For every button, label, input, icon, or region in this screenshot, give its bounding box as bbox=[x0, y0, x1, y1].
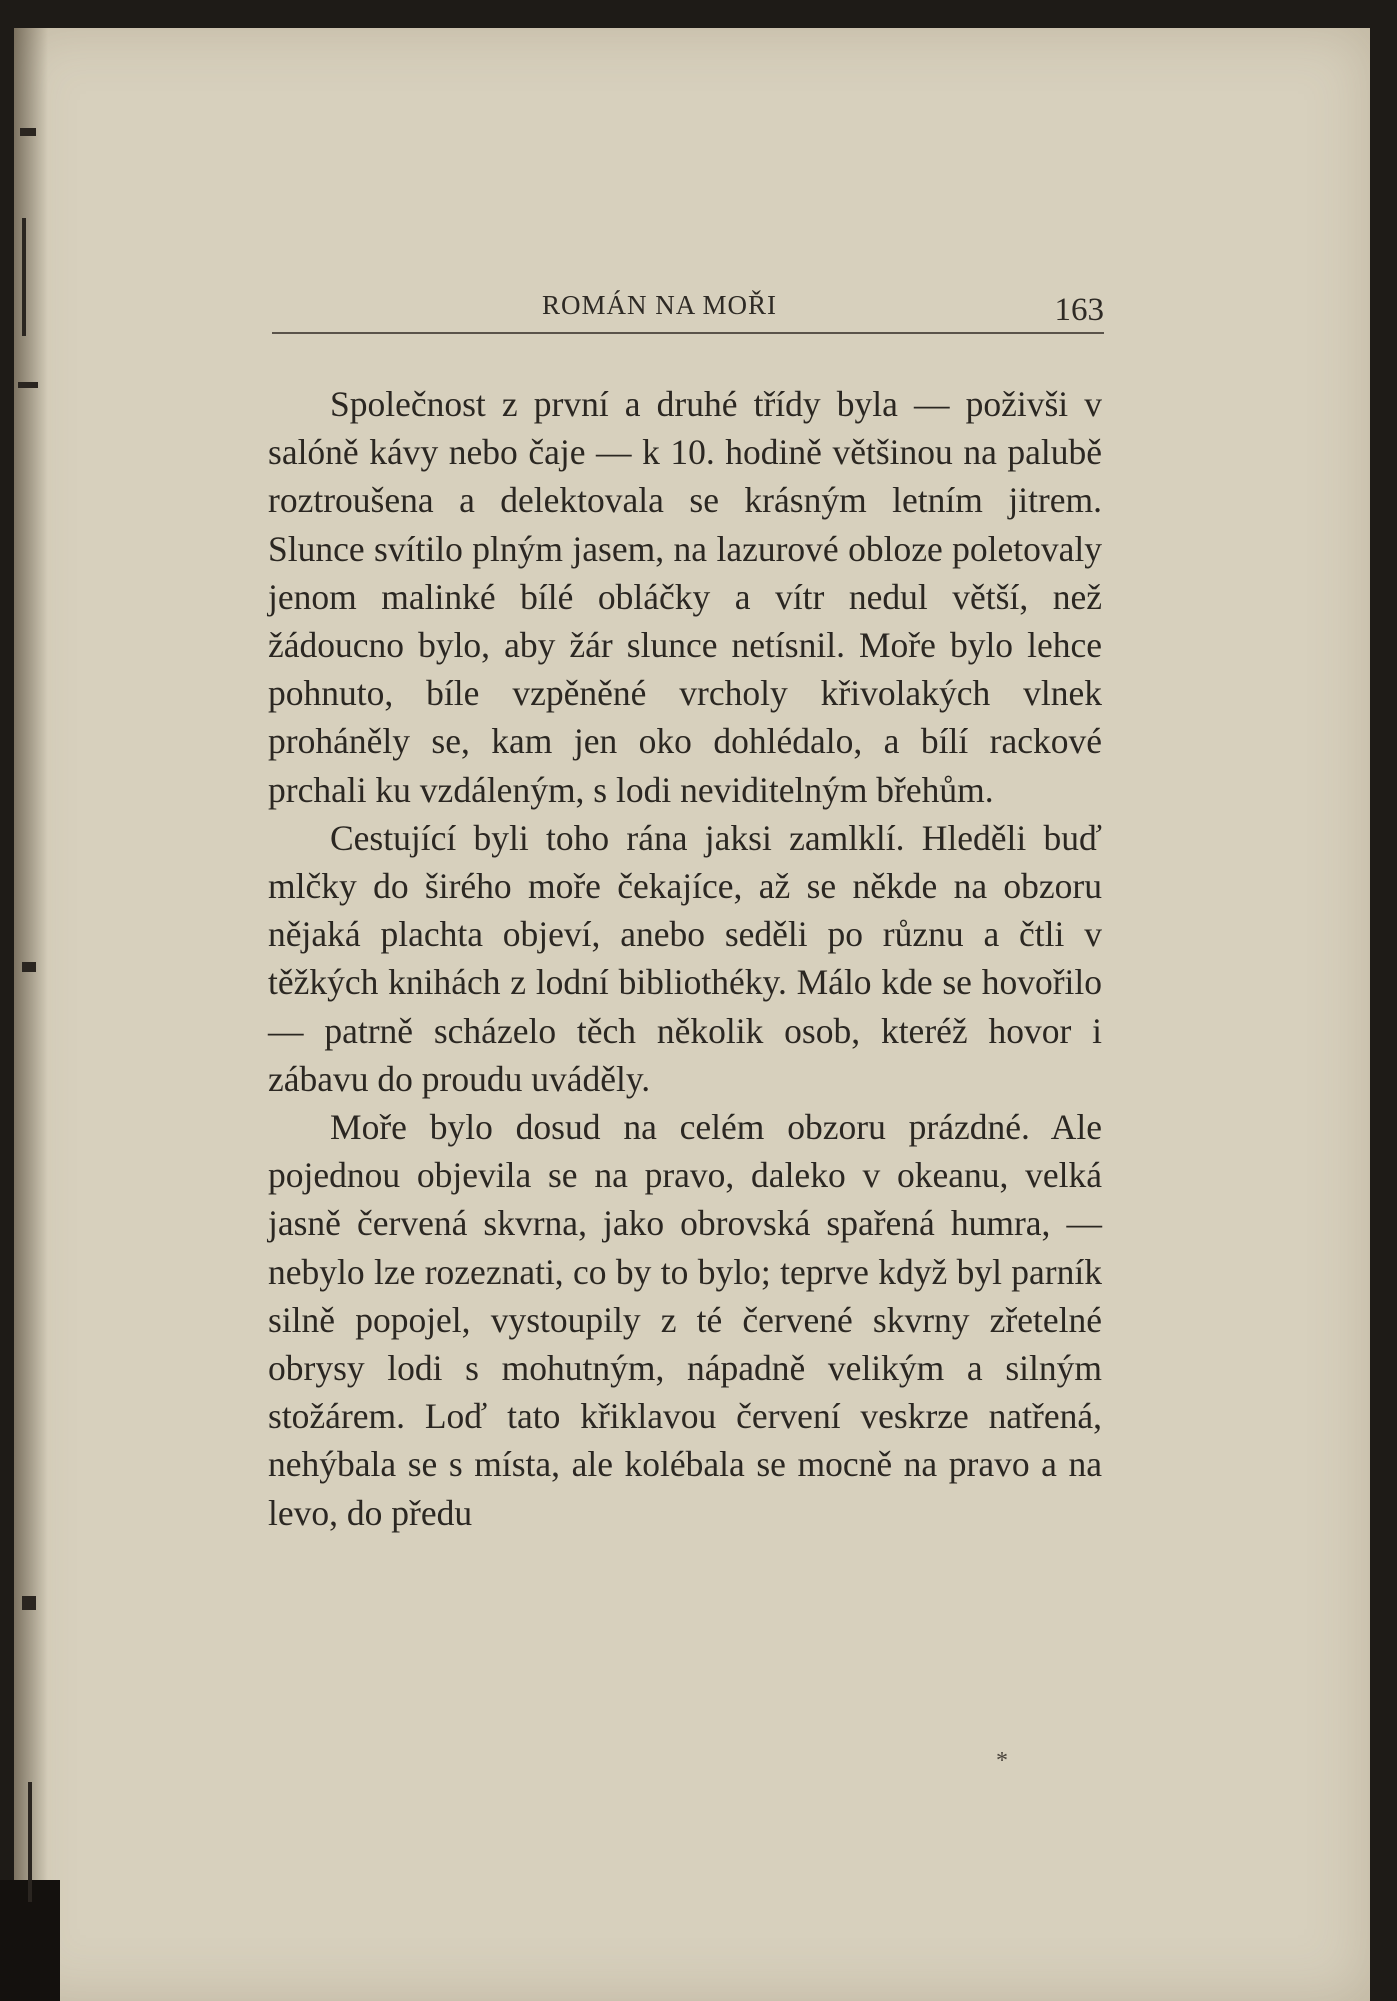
signature-mark: * bbox=[996, 1748, 1008, 1774]
header-rule bbox=[272, 332, 1104, 334]
binding-mark bbox=[28, 1782, 32, 1902]
paragraph: Společnost z první a druhé třídy byla — poživši v salóně kávy nebo čaje — k 10. hodině většinou na palubě roztroušena a delektovala se krásným letním jitrem. Slunce svítilo plným jasem, na lazurové obloze poletovaly jenom malinké bílé obláčky a vítr nedul větší, než žádoucno bylo, aby žár slunce netísnil. Moře bylo lehce pohnuto, bíle vzpěněné vrcholy křivolakých vlnek proháněly se, kam jen oko dohlédalo, a bílí rackové prchali ku vzdáleným, s lodi neviditelným břehům. bbox=[268, 384, 1102, 810]
binding-mark bbox=[18, 382, 38, 388]
binding-mark bbox=[22, 1596, 36, 1610]
gutter-shadow bbox=[14, 28, 48, 2001]
paragraph: Moře bylo dosud na celém obzoru prázdné. Ale pojednou objevila se na pravo, daleko v okeanu, velká jasně červená skvrna, jako obrovská spařená humra, — nebylo lze rozeznati, co by to bylo; teprve když byl parník silně popojel, vystoupily z té červené skvrny zřetelné obrysy lodi s mohutným, nápadně velikým a silným stožárem. Loď tato křiklavou červení veskrze natřená, nehýbala se s místa, ale kolébala se mocně na pravo a na levo, do předu bbox=[268, 1107, 1102, 1533]
page-header bbox=[272, 282, 1104, 332]
binding-mark bbox=[22, 962, 36, 972]
running-title: ROMÁN NA MOŘI bbox=[542, 290, 778, 320]
binding-mark bbox=[20, 128, 36, 136]
paragraph: Cestující byli toho rána jaksi zamlklí. Hleděli buď mlčky do širého moře čekajíce, až se někde na obzoru nějaká plachta objeví, anebo seděli po různu a čtli v těžkých knihách z lodní bibliothéky. Málo kde se hovořilo — patrně scházelo těch několik osob, kteréž hovor i zábavu do proudu uváděly. bbox=[268, 817, 1102, 1099]
binding-mark bbox=[22, 218, 26, 336]
page-number: 163 bbox=[1054, 292, 1104, 328]
body-text bbox=[268, 380, 1102, 1537]
